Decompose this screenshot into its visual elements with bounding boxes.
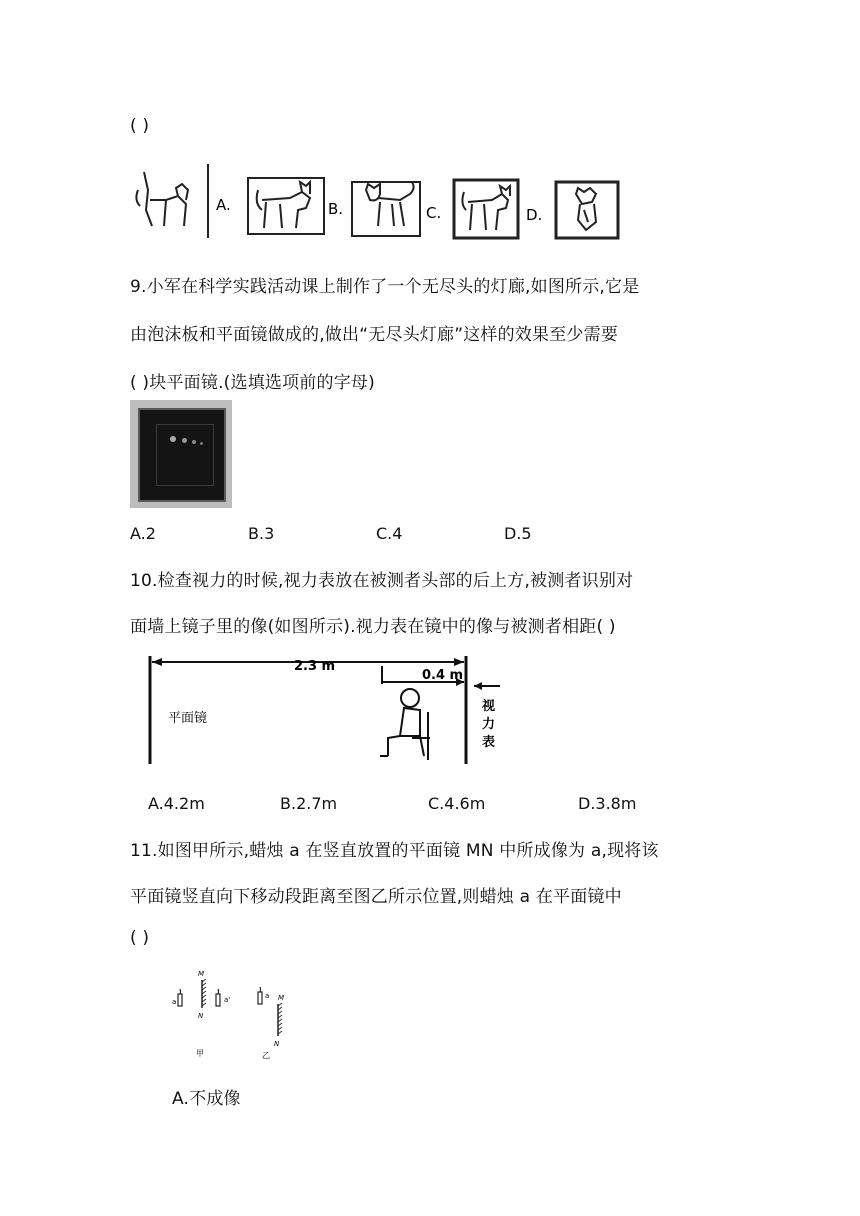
q9-line3: ( )块平面镜.(选填选项前的字母) bbox=[130, 373, 375, 393]
seated-person-icon bbox=[380, 689, 430, 760]
label-M-right: M bbox=[278, 994, 285, 1002]
caption-left: 甲 bbox=[196, 1049, 204, 1058]
q8-blank: ( ) bbox=[130, 116, 150, 136]
q8-cat-figure bbox=[130, 160, 630, 240]
light-corridor-photo bbox=[130, 400, 232, 508]
q10-option-a: A.4.2m bbox=[148, 794, 205, 813]
label-N-left: N bbox=[198, 1012, 204, 1020]
cat-original-icon bbox=[136, 172, 188, 226]
q9-option-d: D.5 bbox=[504, 524, 532, 543]
candle-a2-icon bbox=[258, 987, 262, 1004]
q9-option-b: B.3 bbox=[248, 524, 275, 543]
label-a-right: a bbox=[265, 992, 270, 1000]
q8-label-a: A. bbox=[216, 196, 231, 214]
q10-option-b: B.2.7m bbox=[280, 794, 338, 813]
q10-option-c: C.4.6m bbox=[428, 794, 486, 813]
q8-label-b: B. bbox=[328, 200, 344, 218]
cat-c-icon bbox=[462, 186, 510, 230]
q8-label-c: C. bbox=[426, 204, 442, 222]
q10-line1: 10.检查视力的时候,视力表放在被测者头部的后上方,被测者识别对 bbox=[130, 571, 634, 591]
cat-b-icon bbox=[366, 182, 414, 226]
q10-line2: 面墙上镜子里的像(如图所示).视力表在镜中的像与被测者相距( ) bbox=[130, 617, 616, 637]
candle-image-icon bbox=[216, 989, 220, 1006]
cat-d-icon bbox=[576, 188, 596, 230]
label-M-left: M bbox=[198, 970, 205, 978]
q11-line1: 11.如图甲所示,蜡烛 a 在竖直放置的平面镜 MN 中所成像为 a,现将该 bbox=[130, 841, 659, 861]
q10-option-d: D.3.8m bbox=[578, 794, 637, 813]
q11-line3: ( ) bbox=[130, 928, 150, 948]
dist-short-label: 0.4 m bbox=[422, 668, 464, 683]
q9-line1: 9.小军在科学实践活动课上制作了一个无尽头的灯廊,如图所示,它是 bbox=[130, 277, 640, 297]
q9-option-a: A.2 bbox=[130, 524, 156, 543]
label-N-right: N bbox=[274, 1040, 280, 1048]
dist-long-label: 2.3 m bbox=[294, 659, 336, 674]
chart-label-3: 表 bbox=[482, 735, 496, 750]
caption-right: 乙 bbox=[262, 1051, 270, 1060]
q9-option-c: C.4 bbox=[376, 524, 403, 543]
q8-label-d: D. bbox=[526, 206, 543, 224]
q11-option-a: A.不成像 bbox=[172, 1089, 241, 1109]
chart-label-1: 视 bbox=[482, 699, 496, 714]
q11-line2: 平面镜竖直向下移动段距离至图乙所示位置,则蜡烛 a 在平面镜中 bbox=[130, 887, 622, 907]
candle-mirror-figure bbox=[168, 962, 308, 1062]
candle-a-icon bbox=[178, 989, 182, 1006]
label-a-prime: a' bbox=[224, 996, 231, 1004]
eye-test-figure bbox=[144, 652, 524, 772]
cat-a-icon bbox=[257, 182, 310, 228]
label-a-left: a bbox=[172, 998, 177, 1006]
q9-line2: 由泡沫板和平面镜做成的,做出“无尽头灯廊”这样的效果至少需要 bbox=[130, 325, 619, 345]
mirror-label: 平面镜 bbox=[168, 711, 208, 726]
chart-label-2: 力 bbox=[482, 717, 496, 732]
